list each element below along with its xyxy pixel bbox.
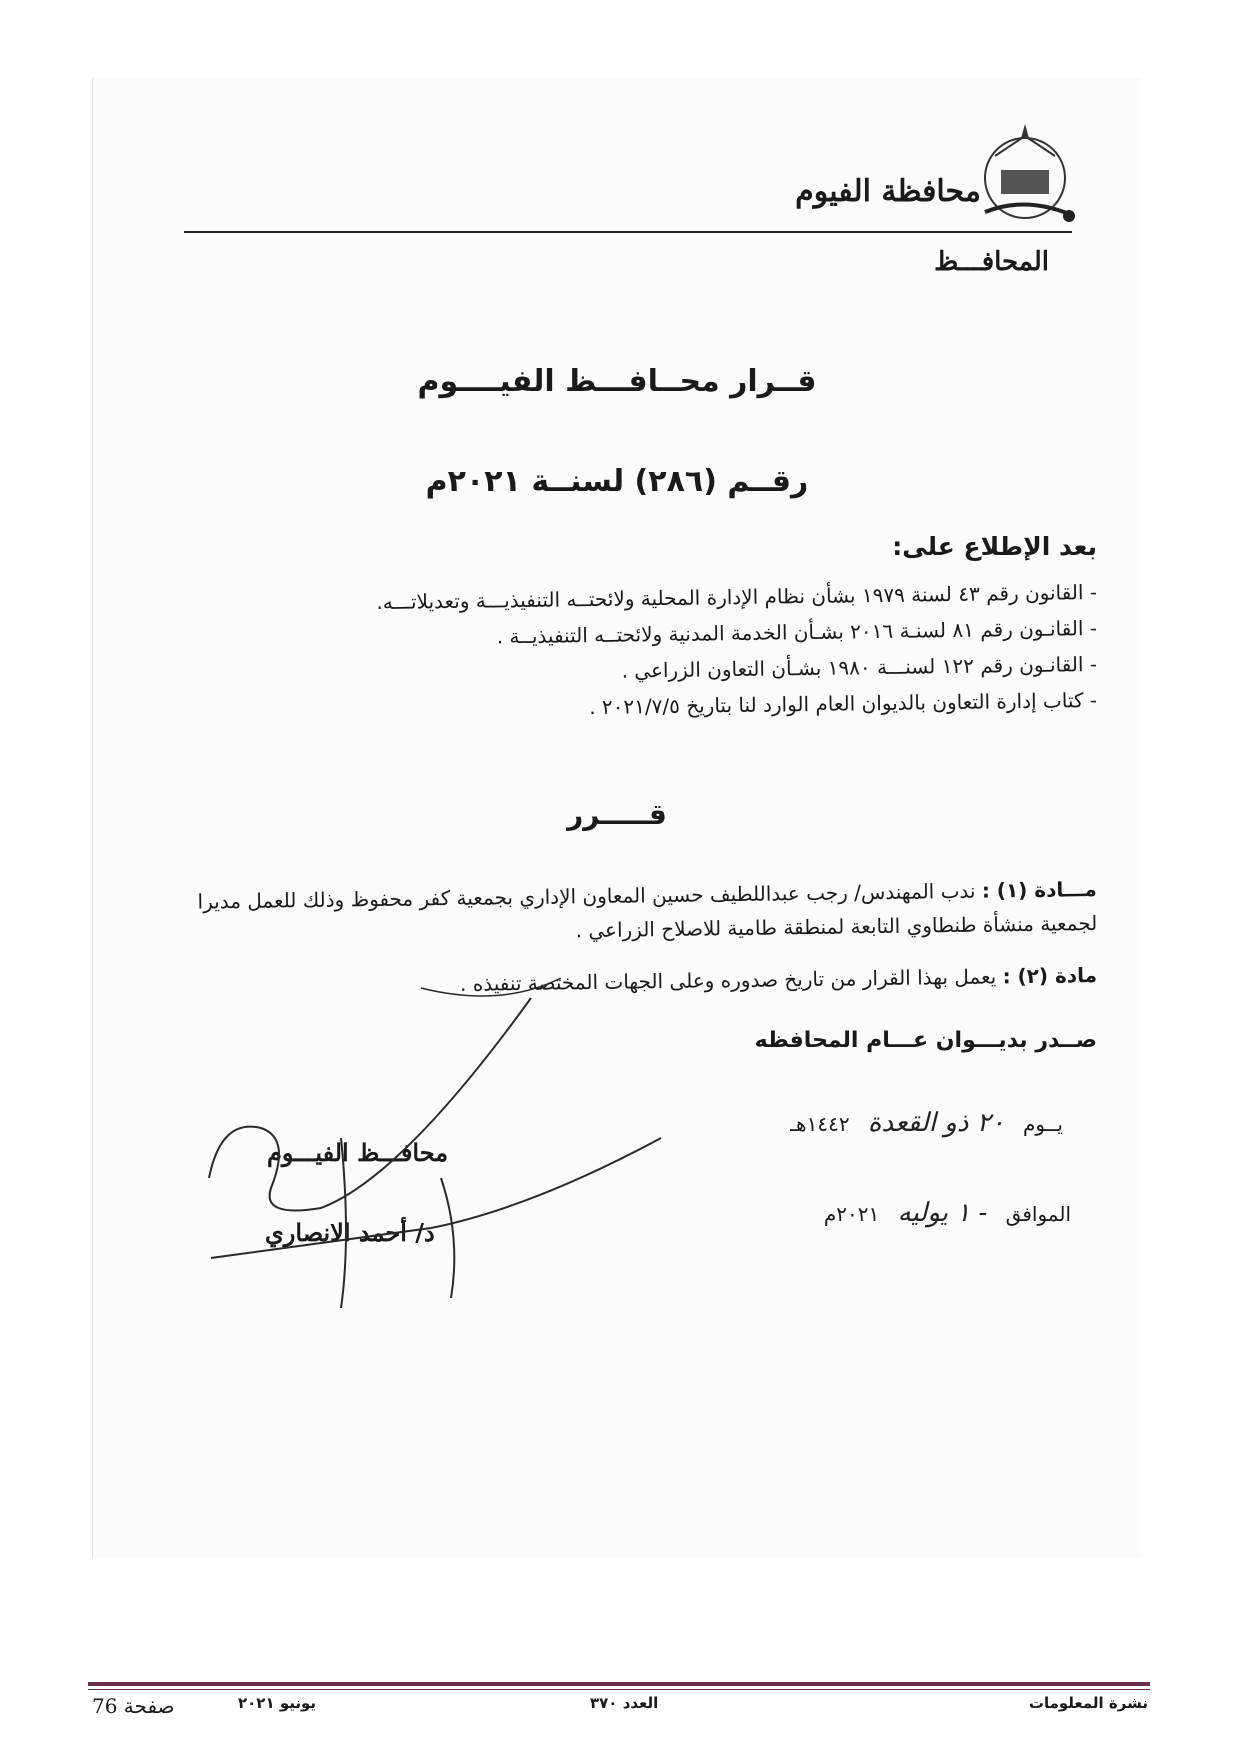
handwritten-hijri-date: ٢٠ ذو القعدة — [867, 1108, 1005, 1138]
hijri-date — [790, 1108, 1063, 1138]
preamble-item: - القانـون رقم ٨١ لسنـة ٢٠١٦ بشـأن الخدمة المدنية ولائحتــه التنفيذيــة . — [496, 616, 1098, 649]
decision-heading: قـــــرر — [567, 798, 667, 831]
signer-title: محافـــظ الفيـــوم — [267, 1138, 449, 1167]
gregorian-date — [824, 1198, 1071, 1228]
day-label: يــوم — [1023, 1112, 1063, 1136]
office-title: المحافـــظ — [934, 247, 1049, 277]
issued-at: صــدر بديـــوان عـــام المحافظه — [754, 1028, 1097, 1053]
scanned-page — [92, 78, 1141, 1558]
footer-publication: نشرة المعلومات — [1028, 1694, 1148, 1712]
preamble-item: - القانـون رقم ١٢٢ لسنـــة ١٩٨٠ بشـأن التعاون الزراعي . — [621, 652, 1098, 683]
preamble-heading: بعد الإطلاع على: — [892, 532, 1097, 561]
preamble-item: - القانون رقم ٤٣ لسنة ١٩٧٩ بشأن نظام الإدارة المحلية ولائحتــه التنفيذيـــة وتعديلاتـــه. — [376, 580, 1098, 615]
footer-page-number: صفحة 76 — [92, 1694, 175, 1718]
hijri-year: ١٤٤٢هـ — [790, 1112, 850, 1136]
governorate-logo — [965, 116, 1083, 228]
governorate-name: محافظة الفيوم — [795, 174, 981, 209]
article-1 — [157, 872, 1098, 953]
handwritten-signature — [201, 978, 671, 1318]
footer-month: يونيو ٢٠٢١ — [238, 1694, 317, 1712]
footer-divider-thin — [88, 1689, 1150, 1690]
article-2-text: يعمل بهذا القرار من تاريخ صدوره وعلى الجهات المختصة تنفيذه . — [459, 964, 997, 996]
article-1-label: مـــادة (١) : — [981, 877, 1097, 903]
article-2-label: مادة (٢) : — [1002, 963, 1098, 989]
signer-name: د/ أحمد الانصاري — [265, 1218, 435, 1247]
article-1-text: ندب المهندس/ رجب عبداللطيف حسين المعاون الإداري بجمعية كفر محفوظ وذلك للعمل مديرا لجمعية منشأة طنطاوي التابعة لمنطقة طامية للاصلاح الزراعي . — [197, 878, 1098, 943]
header-divider — [184, 231, 1072, 233]
greg-year: ٢٠٢١م — [823, 1202, 880, 1226]
decree-number: رقــم (٢٨٦) لسنــة ٢٠٢١م — [425, 464, 809, 499]
handwritten-greg-date: - ١ يوليه — [897, 1198, 988, 1228]
greg-label: الموافق — [1005, 1202, 1071, 1226]
footer-issue: العدد ٣٧٠ — [590, 1694, 659, 1712]
footer-divider — [88, 1682, 1150, 1686]
decree-title: قــرار محــافـــظ الفيــــوم — [417, 364, 817, 399]
preamble-list — [197, 574, 1097, 718]
preamble-item: - كتاب إدارة التعاون بالديوان العام الوارد لنا بتاريخ ٢٠٢١/٧/٥ . — [589, 688, 1098, 720]
